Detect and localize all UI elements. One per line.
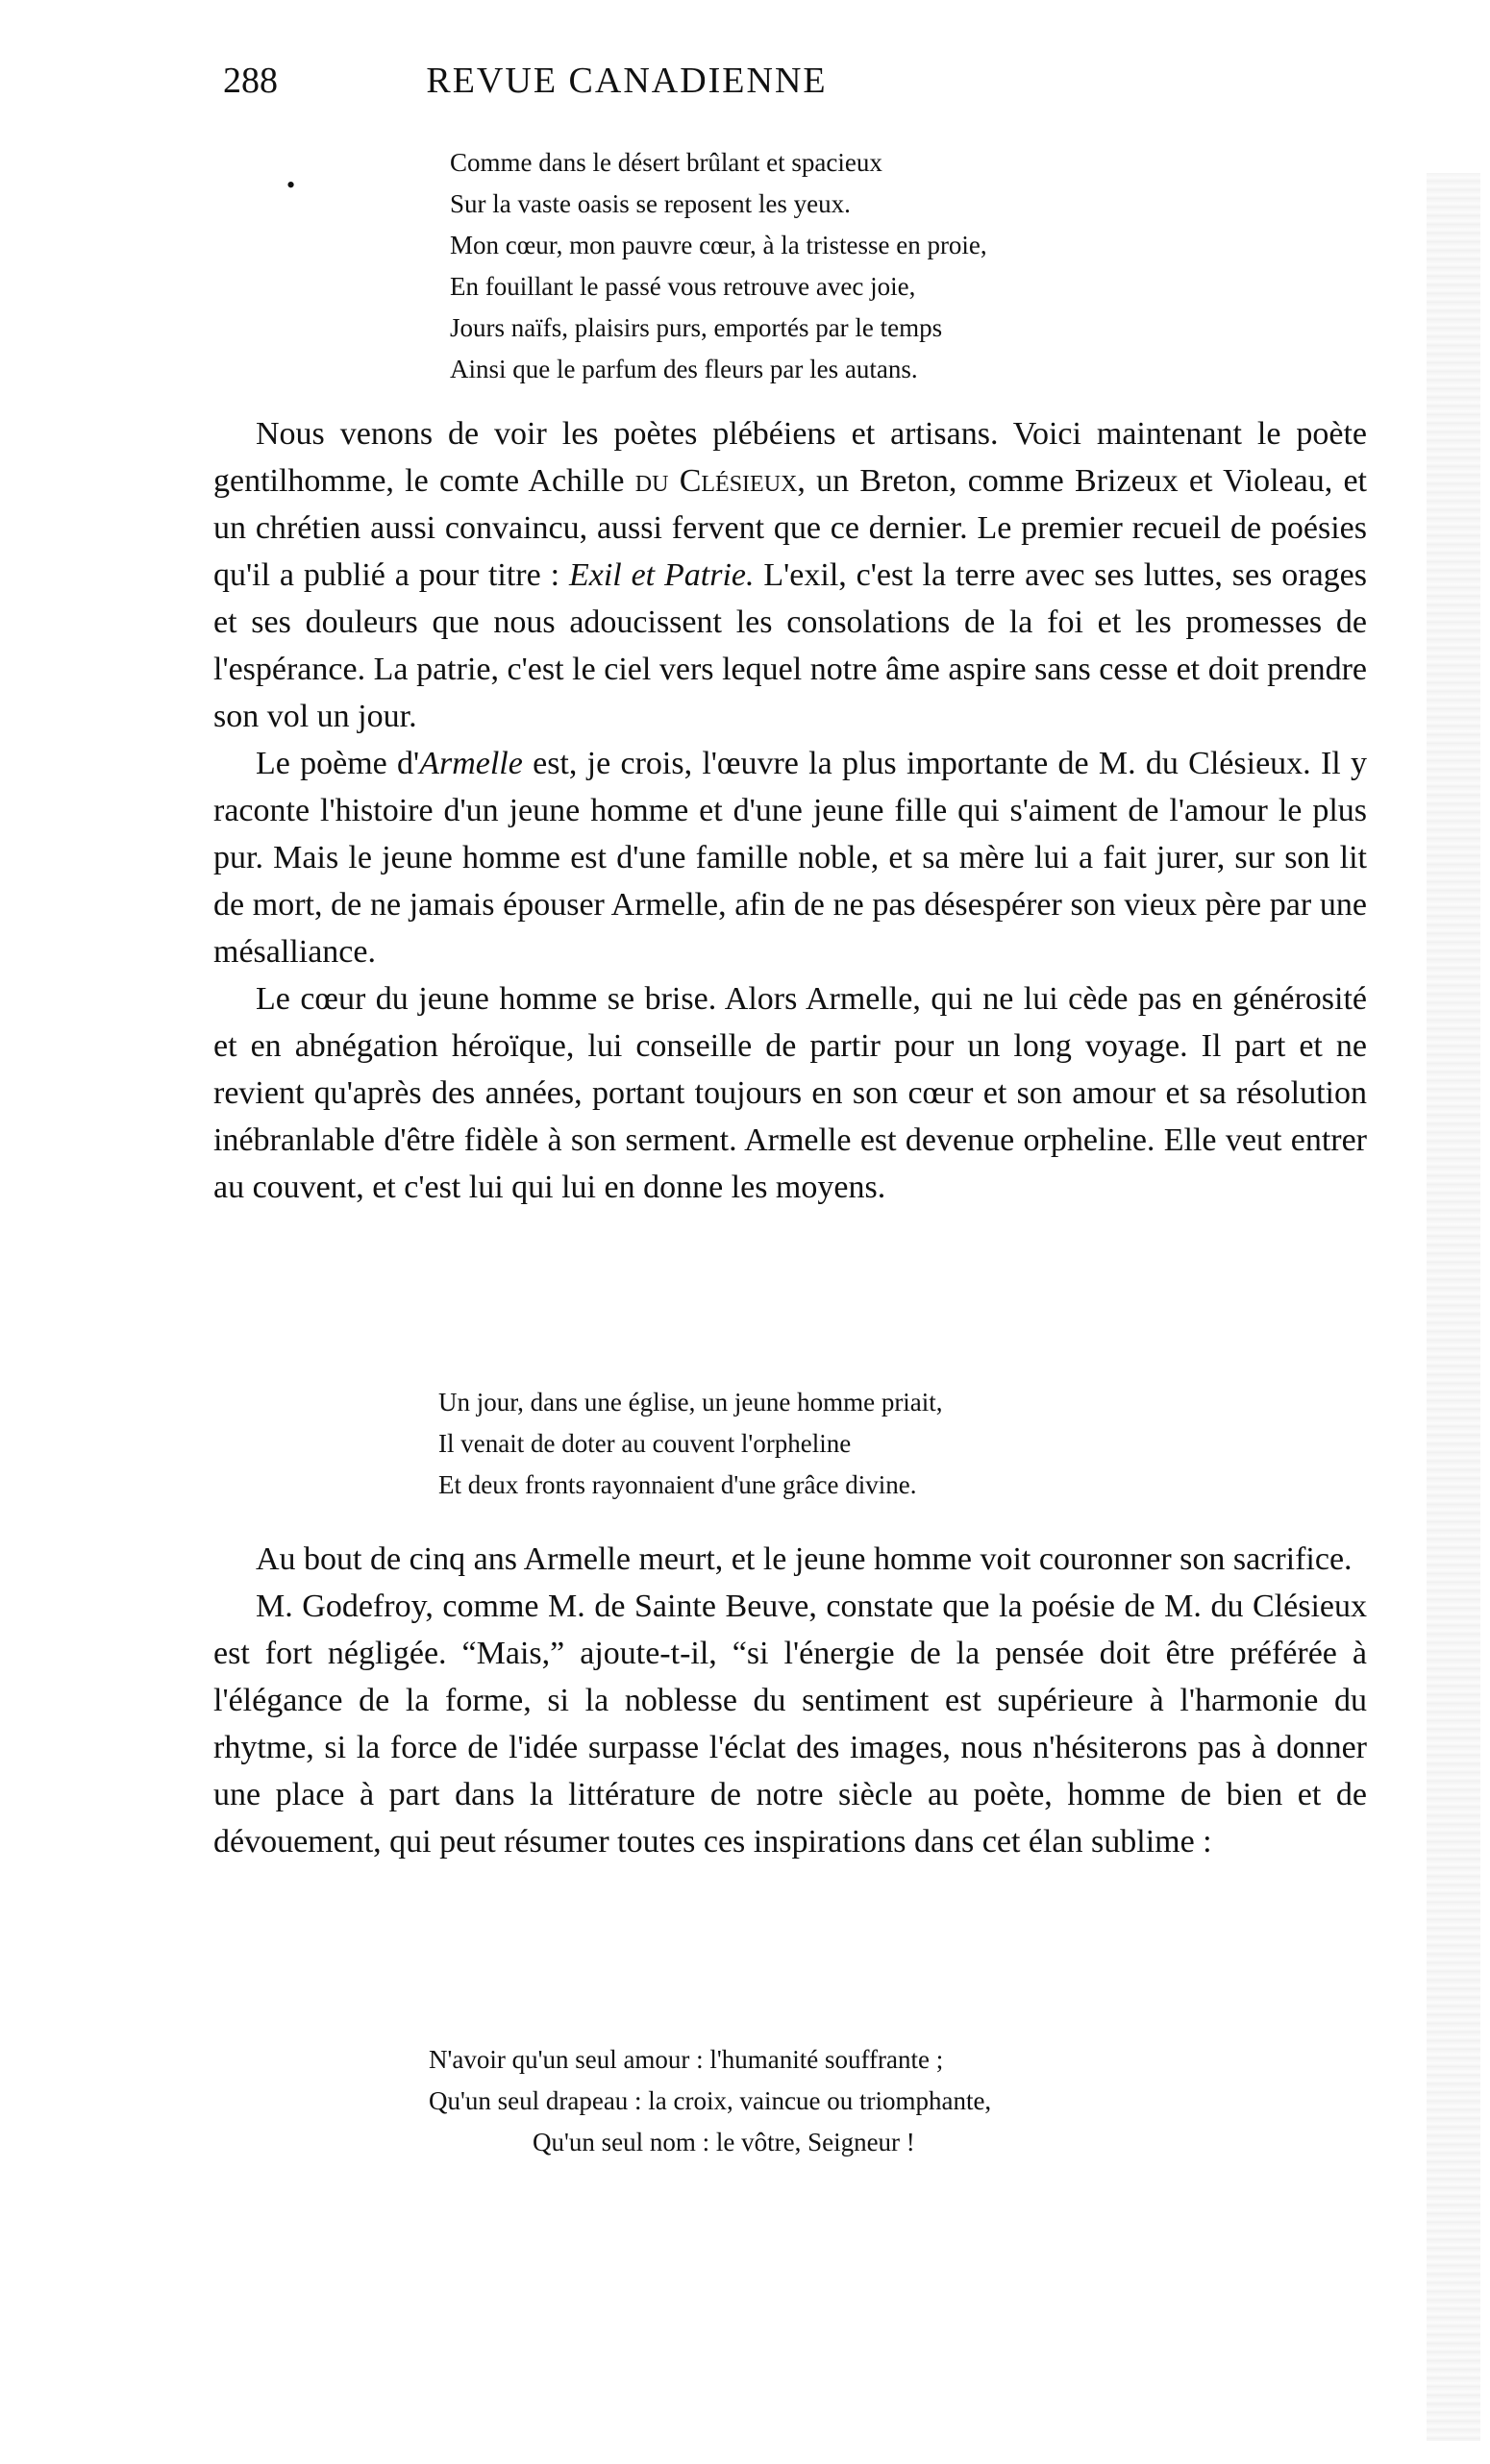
paragraph-godefroy: M. Godefroy, comme M. de Sainte Beuve, constate que la poésie de M. du Clésieux est fort négligée. “Mais,” ajoute-t-il, “si l'énergie de la pensée doit être préférée à l'élégance de la forme, si la noblesse du sentiment est supérieure à l'harmonie du rhytme, si la force de l'idée surpasse l'éclat des images, nous n'hésiterons pas à donner une place à part dans la littérature de notre siècle au poète, homme de bien et de dévouement, qui peut résumer toutes ces inspirations dans cet élan sublime : — [213, 1589, 1367, 1860]
verse-block-2 — [438, 1382, 943, 1506]
poem-title: Armelle — [419, 746, 523, 781]
book-title: Exil et Patrie. — [568, 557, 755, 593]
text-run: , un Breton, comme Brizeux et Violeau, et un chrétien aussi convaincu, aussi fervent que ce dernier. Le premier recueil de poésies qu'il a publié a pour titre : — [213, 463, 1367, 593]
author-name: du Clésieux — [634, 463, 798, 499]
verse-line: En fouillant le passé vous retrouve avec joie, — [450, 272, 916, 301]
verse-line: N'avoir qu'un seul amour : l'humanité souffrante ; — [429, 2045, 944, 2074]
text-run: Le poème d' — [256, 746, 420, 781]
verse-line: Comme dans le désert brûlant et spacieux — [450, 148, 882, 177]
verse-line: Il venait de doter au couvent l'orpheline — [438, 1429, 852, 1458]
paragraph-heart: Le cœur du jeune homme se brise. Alors Armelle, qui ne lui cède pas en générosité et en abnégation héroïque, lui conseille de partir pour un long voyage. Il part et ne revient qu'après des années, portant toujours en son cœur et son amour et sa résolution inébranlable d'être fidèle à son serment. Armelle est devenue orpheline. Elle veut entrer au couvent, et c'est lui qui lui en donne les moyens. — [213, 981, 1367, 1205]
verse-line: Mon cœur, mon pauvre cœur, à la tristesse en proie, — [450, 231, 987, 259]
text-run: est, je crois, l'œuvre la plus importante de M. du Clésieux. Il y raconte l'histoire d'un jeune homme et d'une jeune fille qui s'aiment de l'amour le plus pur. Mais le jeune homme est d'une famille noble, et sa mère lui a fait jurer, sur son lit de mort, de ne jamais épouser Armelle, afin de ne pas désespérer son vieux père par une mésalliance. — [213, 746, 1367, 970]
verse-line: Et deux fronts rayonnaient d'une grâce divine. — [438, 1470, 917, 1499]
verse-line: Qu'un seul drapeau : la croix, vaincue ou triomphante, — [429, 2086, 992, 2115]
verse-block-1 — [450, 142, 987, 390]
prose-block-2 — [213, 1536, 1367, 1865]
paragraph-clesieux — [213, 410, 1367, 740]
page-header — [223, 60, 1031, 117]
verse-line: Un jour, dans une église, un jeune homme priait, — [438, 1388, 943, 1417]
prose-block-1 — [213, 410, 1367, 1211]
page-number: 288 — [223, 61, 278, 101]
verse-line: Ainsi que le parfum des fleurs par les autans. — [450, 355, 918, 383]
verse-block-3 — [429, 2039, 991, 2163]
scan-edge-shadow — [1427, 173, 1480, 2441]
verse-line: Qu'un seul nom : le vôtre, Seigneur ! — [533, 2128, 915, 2156]
running-title: REVUE CANADIENNE — [426, 61, 828, 101]
paragraph-armelle — [213, 740, 1367, 975]
verse-line: Jours naïfs, plaisirs purs, emportés par le temps — [450, 313, 943, 342]
verse-line: Sur la vaste oasis se reposent les yeux. — [450, 189, 851, 218]
text-run: L'exil, c'est la terre avec ses luttes, ses orages et ses douleurs que nous adoucissent les consolations de la foi et les promesses de l'espérance. La patrie, c'est le ciel vers lequel notre âme aspire sans cesse et doit prendre son vol un jour. — [213, 557, 1367, 734]
text-run: Nous venons de voir les poètes plébéiens et artisans. Voici maintenant le poète gentilhomme, le comte Achille — [213, 416, 1367, 499]
stray-mark-icon: • — [286, 171, 296, 199]
paragraph-five-years: Au bout de cinq ans Armelle meurt, et le jeune homme voit couronner son sacrifice. — [256, 1541, 1353, 1577]
